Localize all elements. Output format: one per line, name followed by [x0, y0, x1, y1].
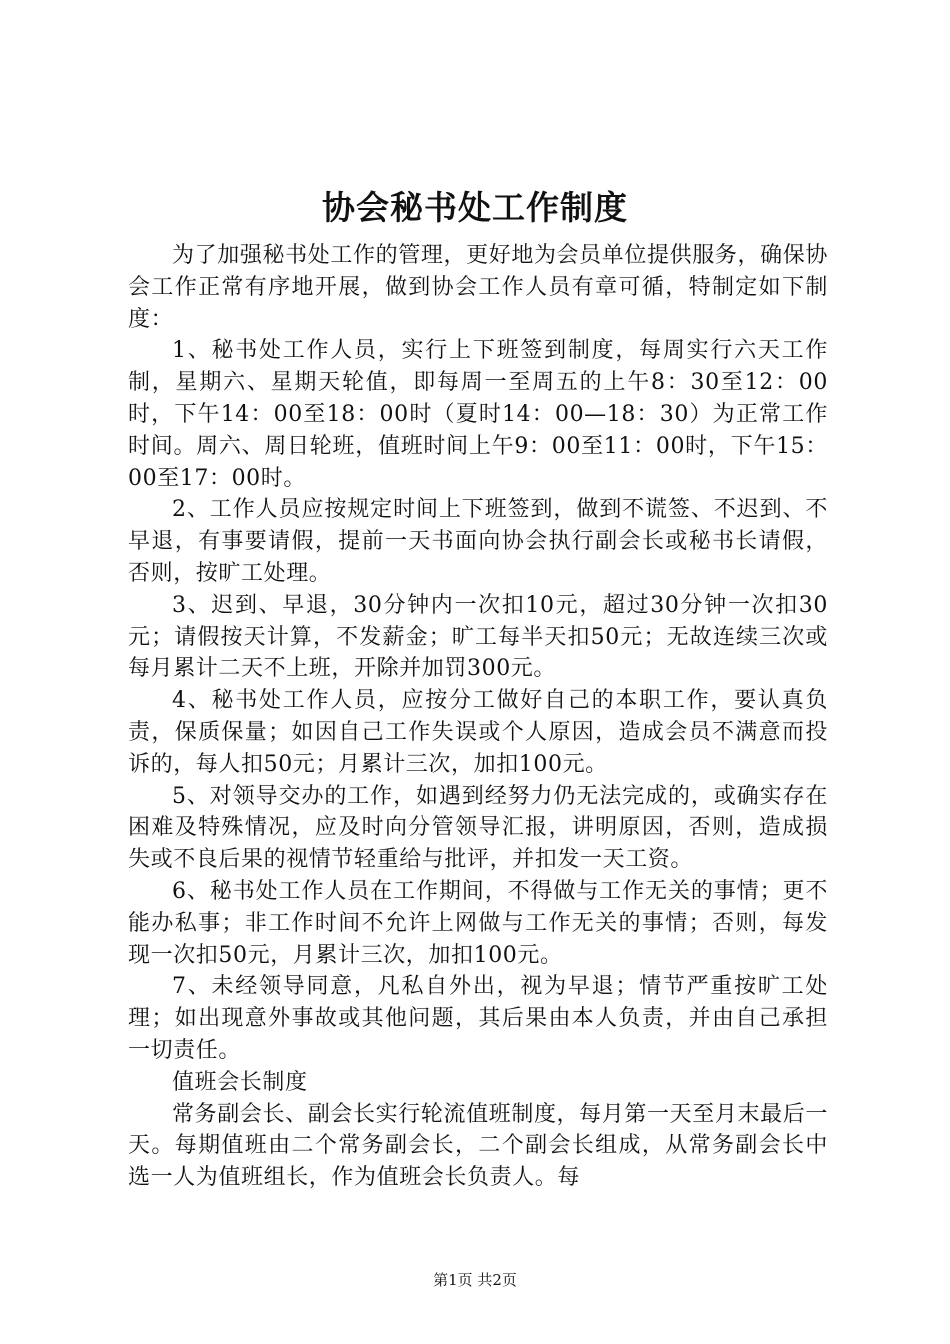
duty-chair-paragraph: 常务副会长、副会长实行轮流值班制度，每月第一天至月末最后一天。每期值班由二个常务副会长，二个副会长组成，从常务副会长中选一人为值班组长，作为值班会长负责人。每 — [128, 1101, 828, 1191]
rule-1-paragraph: 1、秘书处工作人员，实行上下班签到制度，每周实行六天工作制，星期六、星期天轮值，即每周一至周五的上午8：30至12：00时，下午14：00至18：00时（夏时14：00—18：30）为正常工作时间。周六、周日轮班，值班时间上午9：00至11：00时，下午15：00至17：00时。 — [128, 338, 828, 491]
section-heading-duty-chair: 值班会长制度 — [172, 1069, 308, 1095]
intro-paragraph: 为了加强秘书处工作的管理，更好地为会员单位提供服务，确保协会工作正常有序地开展，做到协会工作人员有章可循，特制定如下制度： — [128, 243, 828, 332]
rule-3-paragraph: 3、迟到、早退，30分钟内一次扣10元，超过30分钟一次扣30元；请假按天计算，不发薪金；旷工每半天扣50元；无故连续三次或每月累计二天不上班，开除并加罚300元。 — [128, 592, 828, 682]
document-body — [128, 240, 828, 1194]
rule-5-paragraph: 5、对领导交办的工作，如遇到经努力仍无法完成的，或确实存在困难及特殊情况，应及时向分管领导汇报，讲明原因，否则，造成损失或不良后果的视情节轻重给与批评，并扣发一天工资。 — [128, 783, 828, 873]
page-footer: 第1页 共2页 — [433, 1271, 517, 1289]
rule-6-paragraph: 6、秘书处工作人员在工作期间，不得做与工作无关的事情；更不能办私事；非工作时间不允许上网做与工作无关的事情；否则，每发现一次扣50元，月累计三次，加扣100元。 — [128, 878, 828, 968]
rule-2-paragraph: 2、工作人员应按规定时间上下班签到，做到不谎签、不迟到、不早退，有事要请假，提前一天书面向协会执行副会长或秘书长请假，否则，按旷工处理。 — [128, 497, 828, 586]
rule-4-paragraph: 4、秘书处工作人员，应按分工做好自己的本职工作，要认真负责，保质保量；如因自己工作失误或个人原因，造成会员不满意而投诉的，每人扣50元；月累计三次，加扣100元。 — [128, 688, 828, 777]
rule-7-paragraph: 7、未经领导同意，凡私自外出，视为早退；情节严重按旷工处理；如出现意外事故或其他问题，其后果由本人负责，并由自己承担一切责任。 — [128, 974, 828, 1063]
document-title: 协会秘书处工作制度 — [322, 188, 628, 227]
